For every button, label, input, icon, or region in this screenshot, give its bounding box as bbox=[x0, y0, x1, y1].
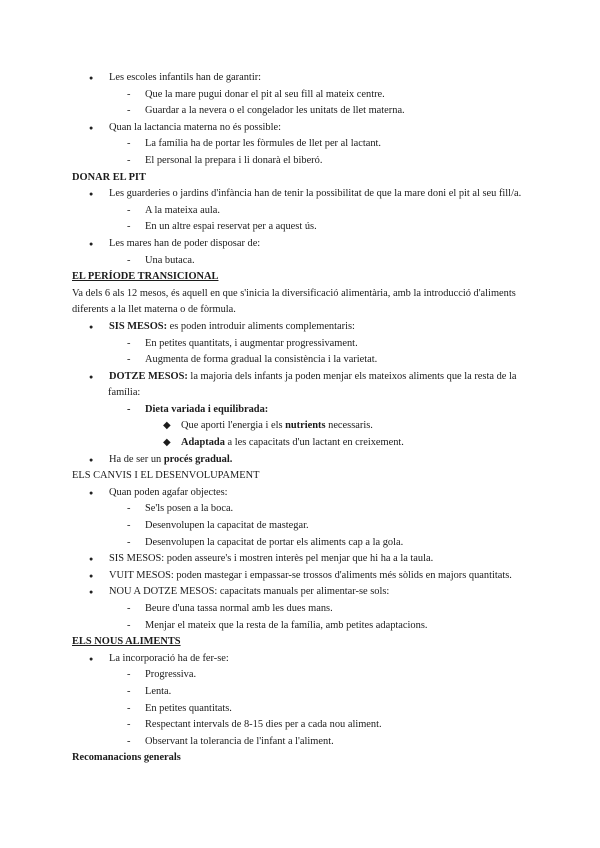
sub-item: - Observant la tolerancia de l'infant a l'aliment. bbox=[72, 734, 542, 751]
sub-item: - Se'ls posen a la boca. bbox=[72, 501, 542, 518]
document-body bbox=[72, 70, 542, 767]
sub-item: - Beure d'una tassa normal amb les dues mans. bbox=[72, 601, 542, 618]
bullet-item: ● Ha de ser un procés gradual. bbox=[72, 452, 542, 469]
bullet-item: ● VUIT MESOS: poden mastegar i empassar-se trossos d'aliments més sòlids en majors quantitats. bbox=[72, 568, 542, 585]
sub-item: - Desenvolupen la capacitat de mastegar. bbox=[72, 518, 542, 535]
sub-item: - Menjar el mateix que la resta de la família, amb petites adaptacions. bbox=[72, 618, 542, 635]
bullet-item: ● DOTZE MESOS: la majoria dels infants ja poden menjar els mateixos aliments que la resta de la bbox=[72, 369, 542, 386]
diamond-item: ◆ Adaptada a les capacitats d'un lactant en creixement. bbox=[72, 435, 542, 452]
bullet-item: ● Les escoles infantils han de garantir: bbox=[72, 70, 542, 87]
sub-item: - Progressiva. bbox=[72, 667, 542, 684]
bullet-item: ● Quan poden agafar objectes: bbox=[72, 485, 542, 502]
sub-item: - Guardar a la nevera o el congelador les unitats de llet materna. bbox=[72, 103, 542, 120]
section-heading-donar-el-pit: DONAR EL PIT bbox=[72, 171, 146, 183]
sub-item: - Dieta variada i equilibrada: bbox=[72, 402, 542, 419]
sub-item: - Una butaca. bbox=[72, 253, 542, 270]
bullet-item: ● SIS MESOS: poden asseure's i mostren interès pel menjar que hi ha a la taula. bbox=[72, 551, 542, 568]
sub-item: - El personal la prepara i li donarà el biberó. bbox=[72, 153, 542, 170]
sub-item: - Respectant intervals de 8-15 dies per a cada nou aliment. bbox=[72, 717, 542, 734]
sub-item: - La família ha de portar les fòrmules de llet per al lactant. bbox=[72, 136, 542, 153]
bullet-item: ● La incorporació ha de fer-se: bbox=[72, 651, 542, 668]
sub-item: - Que la mare pugui donar el pit al seu fill al mateix centre. bbox=[72, 87, 542, 104]
sub-item: - En petites quantitats, i augmentar progressivament. bbox=[72, 336, 542, 353]
section-heading-recomanacions: Recomanacions generals bbox=[72, 752, 181, 764]
section-heading-canvis: ELS CANVIS I EL DESENVOLUPAMENT bbox=[72, 470, 260, 482]
section-heading-periode-transicional: EL PERÍODE TRANSICIONAL bbox=[72, 271, 219, 283]
sub-item: - Lenta. bbox=[72, 684, 542, 701]
sub-item: - En petites quantitats. bbox=[72, 701, 542, 718]
sub-item: - En un altre espai reservat per a aquest ús. bbox=[72, 219, 542, 236]
bold-label: SIS MESOS: bbox=[109, 320, 168, 332]
diamond-item: ◆ Que aporti l'energia i els nutrients necessaris. bbox=[72, 418, 542, 435]
sub-item: - A la mateixa aula. bbox=[72, 203, 542, 220]
bullet-item: ● NOU A DOTZE MESOS: capacitats manuals per alimentar-se sols: bbox=[72, 584, 542, 601]
sub-item: - Desenvolupen la capacitat de portar els aliments cap a la gola. bbox=[72, 535, 542, 552]
bullet-item: ● Les mares han de poder disposar de: bbox=[72, 236, 542, 253]
bullet-item: ● Quan la lactancia materna no és possible: bbox=[72, 120, 542, 137]
paragraph-line: Va dels 6 als 12 mesos, és aquell en que s'inicia la diversificació alimentària, amb la introducció d'aliments bbox=[72, 287, 516, 299]
wrapped-line: família: bbox=[108, 387, 141, 399]
section-heading-nous-aliments: ELS NOUS ALIMENTS bbox=[72, 636, 181, 648]
bullet-item: ● SIS MESOS: es poden introduir aliments complementaris: bbox=[72, 319, 542, 336]
bold-label: DOTZE MESOS: bbox=[109, 370, 188, 382]
sub-item: - Augmenta de forma gradual la consistència i la varietat. bbox=[72, 352, 542, 369]
bullet-item: ● Les guarderies o jardins d'infància han de tenir la possibilitat de que la mare doni el pit al seu fill/a. bbox=[72, 186, 542, 203]
paragraph-line: diferents a la llet materna o de fòrmula. bbox=[72, 304, 236, 316]
